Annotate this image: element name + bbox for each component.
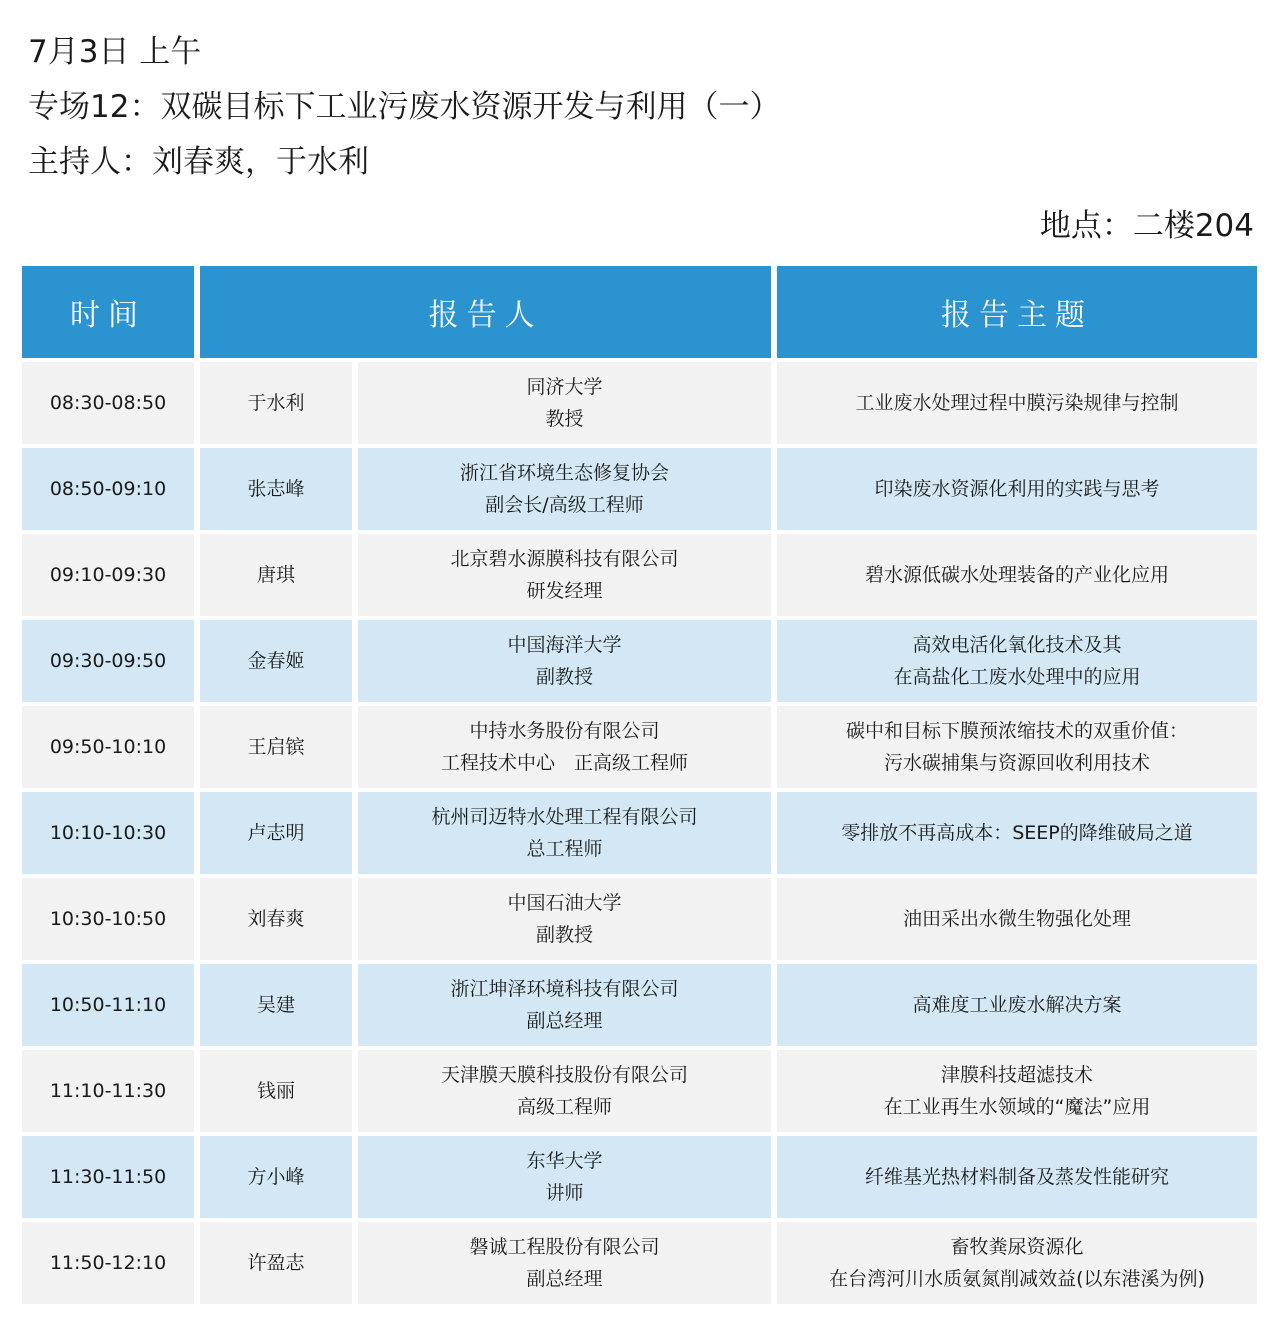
speaker-name-cell xyxy=(200,706,352,788)
topic-cell xyxy=(777,448,1257,530)
speaker-title: 副教授 xyxy=(535,924,593,946)
speaker-name-cell xyxy=(200,1050,352,1132)
topic-line-2: 在高盐化工废水处理中的应用 xyxy=(893,666,1141,688)
speaker-affiliation-cell xyxy=(358,448,771,530)
time-slot: 11:10-11:30 xyxy=(49,1080,167,1102)
speaker-title: 研发经理 xyxy=(526,580,603,602)
session-location: 地点：二楼204 xyxy=(1039,208,1254,244)
speaker-name: 于水利 xyxy=(247,392,305,414)
speaker-name-cell xyxy=(200,964,352,1046)
topic-line-2: 在工业再生水领域的“魔法”应用 xyxy=(883,1096,1151,1118)
session-title: 专场12：双碳目标下工业污废水资源开发与利用（一） xyxy=(28,89,781,125)
schedule-table xyxy=(22,266,1257,1304)
topic-cell xyxy=(777,878,1257,960)
speaker-name: 金春姬 xyxy=(247,650,305,672)
speaker-organization: 天津膜天膜科技股份有限公司 xyxy=(440,1064,688,1086)
column-header-speaker: 报告人 xyxy=(200,266,771,358)
time-cell xyxy=(22,964,194,1046)
speaker-affiliation-cell xyxy=(358,964,771,1046)
speaker-name-cell xyxy=(200,878,352,960)
speaker-organization: 浙江坤泽环境科技有限公司 xyxy=(450,978,679,1000)
topic-cell xyxy=(777,362,1257,444)
topic-line-2: 在台湾河川水质氨氮削减效益(以东港溪为例) xyxy=(829,1268,1205,1290)
speaker-name-cell xyxy=(200,792,352,874)
topic-line-1: 工业废水处理过程中膜污染规律与控制 xyxy=(855,392,1179,414)
session-hosts: 主持人：刘春爽，于水利 xyxy=(28,144,369,180)
speaker-name: 唐琪 xyxy=(256,564,295,586)
speaker-organization: 中国海洋大学 xyxy=(507,634,622,656)
speaker-title: 教授 xyxy=(545,408,584,430)
speaker-affiliation-cell xyxy=(358,534,771,616)
topic-line-1: 零排放不再高成本：SEEP的降维破局之道 xyxy=(841,822,1193,844)
time-cell xyxy=(22,878,194,960)
topic-line-1: 津膜科技超滤技术 xyxy=(940,1064,1093,1086)
topic-cell xyxy=(777,706,1257,788)
time-slot: 08:30-08:50 xyxy=(49,392,167,414)
speaker-organization: 浙江省环境生态修复协会 xyxy=(459,462,669,484)
speaker-organization: 北京碧水源膜科技有限公司 xyxy=(450,548,679,570)
speaker-title: 副总经理 xyxy=(526,1010,603,1032)
time-slot: 09:10-09:30 xyxy=(49,564,167,586)
speaker-organization: 东华大学 xyxy=(526,1150,603,1172)
speaker-name: 王启镔 xyxy=(247,736,305,758)
topic-cell xyxy=(777,1136,1257,1218)
speaker-title: 副教授 xyxy=(535,666,593,688)
speaker-name: 卢志明 xyxy=(247,822,305,844)
speaker-name: 吴建 xyxy=(256,994,295,1016)
speaker-name-cell xyxy=(200,534,352,616)
speaker-organization: 杭州司迈特水处理工程有限公司 xyxy=(431,806,698,828)
time-cell xyxy=(22,362,194,444)
speaker-affiliation-cell xyxy=(358,1222,771,1304)
topic-line-1: 碳中和目标下膜预浓缩技术的双重价值： xyxy=(845,720,1188,742)
speaker-affiliation-cell xyxy=(358,792,771,874)
speaker-title: 工程技术中心 正高级工程师 xyxy=(440,752,688,774)
speaker-organization: 同济大学 xyxy=(526,376,603,398)
speaker-name: 钱丽 xyxy=(256,1080,295,1102)
topic-cell xyxy=(777,1222,1257,1304)
speaker-title: 高级工程师 xyxy=(516,1096,612,1118)
topic-cell xyxy=(777,792,1257,874)
topic-cell xyxy=(777,1050,1257,1132)
speaker-title: 副会长/高级工程师 xyxy=(485,494,644,516)
speaker-organization: 磐诚工程股份有限公司 xyxy=(469,1236,660,1258)
speaker-title: 总工程师 xyxy=(526,838,603,860)
speaker-affiliation-cell xyxy=(358,1136,771,1218)
speaker-affiliation-cell xyxy=(358,878,771,960)
topic-line-1: 油田采出水微生物强化处理 xyxy=(902,908,1131,930)
speaker-organization: 中持水务股份有限公司 xyxy=(469,720,660,742)
speaker-name-cell xyxy=(200,1222,352,1304)
time-cell xyxy=(22,448,194,530)
time-slot: 10:10-10:30 xyxy=(49,822,167,844)
speaker-affiliation-cell xyxy=(358,620,771,702)
speaker-name: 方小峰 xyxy=(247,1166,305,1188)
topic-line-1: 纤维基光热材料制备及蒸发性能研究 xyxy=(864,1166,1169,1188)
topic-line-1: 碧水源低碳水处理装备的产业化应用 xyxy=(864,564,1169,586)
time-slot: 08:50-09:10 xyxy=(49,478,167,500)
topic-line-1: 高效电活化氧化技术及其 xyxy=(912,634,1122,656)
topic-line-1: 印染废水资源化利用的实践与思考 xyxy=(874,478,1160,500)
topic-cell xyxy=(777,620,1257,702)
time-slot: 09:30-09:50 xyxy=(49,650,167,672)
time-cell xyxy=(22,620,194,702)
time-cell xyxy=(22,1050,194,1132)
speaker-name-cell xyxy=(200,448,352,530)
speaker-name-cell xyxy=(200,362,352,444)
time-cell xyxy=(22,706,194,788)
session-date: 7月3日 上午 xyxy=(28,34,202,70)
speaker-affiliation-cell xyxy=(358,706,771,788)
time-cell xyxy=(22,1136,194,1218)
speaker-name-cell xyxy=(200,1136,352,1218)
topic-line-1: 畜牧粪尿资源化 xyxy=(950,1236,1084,1258)
topic-line-2: 污水碳捕集与资源回收利用技术 xyxy=(883,752,1150,774)
time-cell xyxy=(22,792,194,874)
speaker-name: 张志峰 xyxy=(247,478,305,500)
column-header-time: 时间 xyxy=(22,266,194,358)
time-slot: 11:30-11:50 xyxy=(49,1166,167,1188)
time-slot: 11:50-12:10 xyxy=(49,1252,167,1274)
time-slot: 10:30-10:50 xyxy=(49,908,167,930)
speaker-organization: 中国石油大学 xyxy=(507,892,622,914)
topic-cell xyxy=(777,534,1257,616)
column-header-topic: 报告主题 xyxy=(777,266,1257,358)
speaker-name-cell xyxy=(200,620,352,702)
speaker-affiliation-cell xyxy=(358,362,771,444)
time-cell xyxy=(22,1222,194,1304)
time-slot: 10:50-11:10 xyxy=(49,994,167,1016)
speaker-name: 许盈志 xyxy=(247,1252,305,1274)
speaker-affiliation-cell xyxy=(358,1050,771,1132)
time-slot: 09:50-10:10 xyxy=(49,736,167,758)
speaker-name: 刘春爽 xyxy=(247,908,305,930)
speaker-title: 副总经理 xyxy=(526,1268,603,1290)
topic-cell xyxy=(777,964,1257,1046)
time-cell xyxy=(22,534,194,616)
topic-line-1: 高难度工业废水解决方案 xyxy=(912,994,1122,1016)
speaker-title: 讲师 xyxy=(545,1182,584,1204)
